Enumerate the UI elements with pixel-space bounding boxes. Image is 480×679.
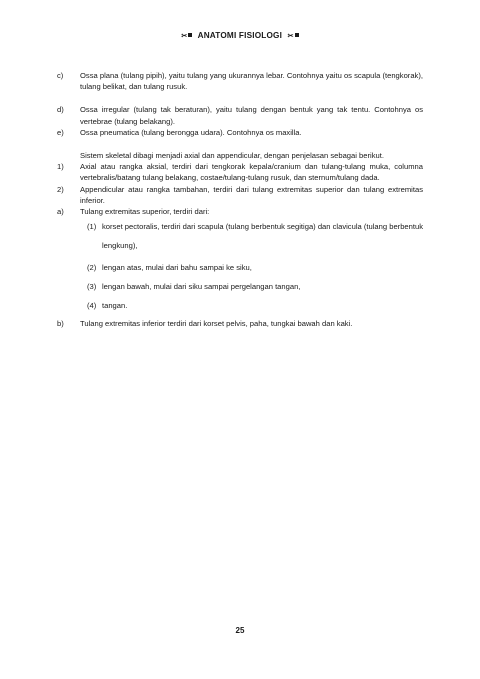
sublist xyxy=(57,217,423,312)
sublist-marker: (1) xyxy=(87,222,97,232)
list-text: Ossa pneumatica (tulang berongga udara). Contohnya os maxilla. xyxy=(80,127,302,137)
sublist-marker: (3) xyxy=(87,282,97,292)
sublist-marker: (4) xyxy=(87,301,97,311)
sublist-text: lengan bawah, mulai dari siku sampai pergelangan tangan, xyxy=(102,282,301,292)
list-item-a xyxy=(57,206,423,217)
sublist-item-2 xyxy=(87,261,423,274)
page-body xyxy=(57,70,423,329)
sublist-text: korset pectoralis, terdiri dari scapula (tulang berbentuk segitiga) dan clavicula (tulang berbentuk lengkung), xyxy=(102,222,423,251)
list-marker: 1) xyxy=(57,162,64,172)
list-marker: a) xyxy=(57,207,64,217)
list-marker: d) xyxy=(57,105,64,115)
list-item-1 xyxy=(57,161,423,183)
list-item-2 xyxy=(57,184,423,206)
list-item-b xyxy=(57,318,423,329)
paragraph: Sistem skeletal dibagi menjadi axial dan appendicular, dengan penjelasan sebagai berikut. xyxy=(80,151,384,161)
list-marker: c) xyxy=(57,71,64,80)
sublist-text: lengan atas, mulai dari bahu sampai ke siku, xyxy=(102,263,252,273)
sublist-item-4 xyxy=(87,299,423,312)
scissors-icon: ✂ xyxy=(288,32,299,40)
list-text: Axial atau rangka aksial, terdiri dari tengkorak kepala/cranium dan tulang-tulang muka, columna vertebralis/batang tulang belakang, costae/tulang-tulang rusuk, dan sternum/tulang dada. xyxy=(80,162,423,183)
header-title: ANATOMI FISIOLOGI xyxy=(197,31,283,40)
list-text: Tulang extremitas superior, terdiri dari: xyxy=(80,207,210,217)
list-item-e xyxy=(57,127,423,138)
list-text: Ossa plana (tulang pipih), yaitu tulang yang ukurannya lebar. Contohnya yaitu os scapula (tengkorak), tulang belikat, dan tulang rusuk. xyxy=(80,71,423,92)
list-text: Appendicular atau rangka tambahan, terdiri dari tulang extremitas superior dan tulang extremitas inferior. xyxy=(80,184,423,205)
sublist-item-3 xyxy=(87,280,423,293)
list-marker: 2) xyxy=(57,184,64,194)
list-text: Tulang extremitas inferior terdiri dari korset pelvis, paha, tungkai bawah dan kaki. xyxy=(80,319,353,329)
page-number: 25 xyxy=(235,626,245,635)
scissors-icon: ✂ xyxy=(181,32,192,40)
list-item-c xyxy=(57,70,423,92)
sublist-marker: (2) xyxy=(87,263,97,273)
list-marker: b) xyxy=(57,319,64,329)
list-text: Ossa irregular (tulang tak beraturan), yaitu tulang dengan bentuk yang tak tentu. Contohnya os vertebrae (tulang belakang). xyxy=(80,105,423,126)
list-item-d xyxy=(57,104,423,126)
running-header xyxy=(0,31,480,40)
list-marker: e) xyxy=(57,127,64,137)
sublist-text: tangan. xyxy=(102,301,128,311)
sublist-item-1 xyxy=(87,217,423,255)
